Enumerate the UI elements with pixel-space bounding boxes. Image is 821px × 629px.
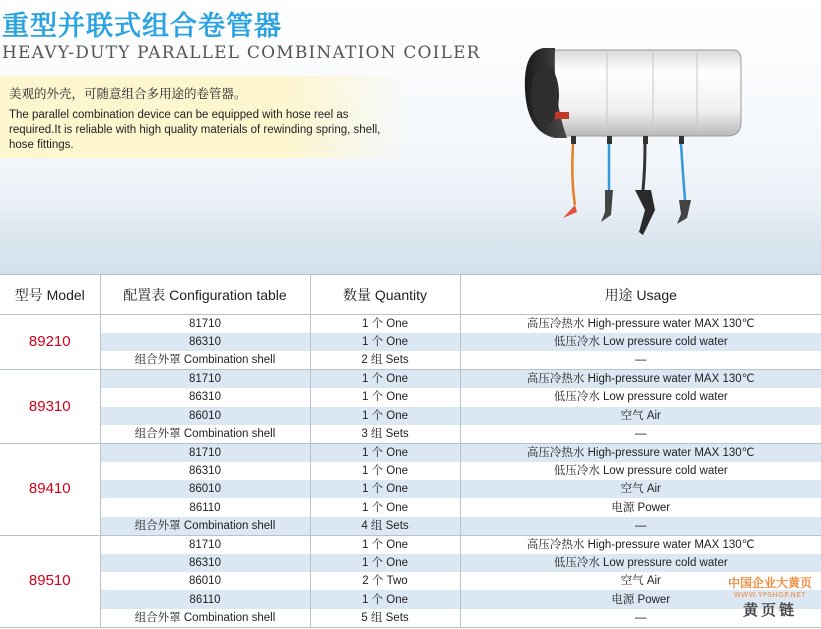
table-row — [0, 315, 821, 334]
table-row — [0, 554, 821, 572]
watermark-cn: 中国企业大黄页 — [727, 576, 812, 590]
config-cell: 组合外罩 Combination shell — [100, 351, 310, 370]
config-cell: 86110 — [100, 498, 310, 516]
usage-cell: 低压冷水 Low pressure cold water — [460, 462, 821, 480]
quantity-cell: 1 个 One — [310, 554, 460, 572]
usage-cell: — — [460, 425, 821, 444]
quantity-cell: 1 个 One — [310, 388, 460, 406]
usage-cell: 空气 Air — [460, 572, 821, 590]
model-number: 89410 — [0, 443, 100, 535]
table-row — [0, 535, 821, 554]
usage-cell: — — [460, 609, 821, 628]
hose-reel-product-image — [515, 40, 745, 250]
quantity-cell: 1 个 One — [310, 407, 460, 425]
quantity-cell: 1 个 One — [310, 535, 460, 554]
usage-cell: 低压冷水 Low pressure cold water — [460, 333, 821, 351]
usage-cell: 空气 Air — [460, 407, 821, 425]
table-row — [0, 590, 821, 608]
table-row — [0, 498, 821, 516]
quantity-cell: 1 个 One — [310, 462, 460, 480]
table-row — [0, 425, 821, 444]
table-row — [0, 407, 821, 425]
quantity-cell: 2 个 Two — [310, 572, 460, 590]
usage-cell: 电源 Power — [460, 498, 821, 516]
page-subtitle: HEAVY-DUTY PARALLEL COMBINATION COILER — [2, 43, 481, 63]
configuration-table — [0, 274, 821, 628]
header-configuration: 配置表 Configuration table — [100, 275, 310, 315]
config-cell: 86310 — [100, 388, 310, 406]
config-cell: 81710 — [100, 315, 310, 334]
quantity-cell: 1 个 One — [310, 443, 460, 462]
table-row — [0, 443, 821, 462]
usage-cell: 电源 Power — [460, 590, 821, 608]
quantity-cell: 4 组 Sets — [310, 517, 460, 536]
table-row — [0, 572, 821, 590]
table-row — [0, 333, 821, 351]
quantity-cell: 1 个 One — [310, 590, 460, 608]
model-number: 89310 — [0, 370, 100, 444]
quantity-cell: 1 个 One — [310, 480, 460, 498]
watermark — [722, 574, 818, 624]
table-row — [0, 370, 821, 389]
usage-cell: 低压冷水 Low pressure cold water — [460, 554, 821, 572]
table-row — [0, 462, 821, 480]
config-cell: 86310 — [100, 462, 310, 480]
usage-cell: 高压冷热水 High-pressure water MAX 130℃ — [460, 315, 821, 334]
description-box — [0, 76, 408, 158]
model-number: 89510 — [0, 535, 100, 627]
config-cell: 组合外罩 Combination shell — [100, 609, 310, 628]
config-cell: 86010 — [100, 407, 310, 425]
config-cell: 81710 — [100, 370, 310, 389]
quantity-cell: 1 个 One — [310, 333, 460, 351]
quantity-cell: 5 组 Sets — [310, 609, 460, 628]
usage-cell: — — [460, 517, 821, 536]
config-cell: 组合外罩 Combination shell — [100, 517, 310, 536]
table-row — [0, 480, 821, 498]
quantity-cell: 1 个 One — [310, 315, 460, 334]
config-cell: 86010 — [100, 572, 310, 590]
config-cell: 86110 — [100, 590, 310, 608]
usage-cell: 高压冷热水 High-pressure water MAX 130℃ — [460, 443, 821, 462]
header-model: 型号 Model — [0, 275, 100, 315]
quantity-cell: 2 组 Sets — [310, 351, 460, 370]
quantity-cell: 3 组 Sets — [310, 425, 460, 444]
table-row — [0, 517, 821, 536]
config-cell: 组合外罩 Combination shell — [100, 425, 310, 444]
table-row — [0, 388, 821, 406]
usage-cell: 高压冷热水 High-pressure water MAX 130℃ — [460, 370, 821, 389]
quantity-cell: 1 个 One — [310, 498, 460, 516]
usage-cell: — — [460, 351, 821, 370]
config-cell: 81710 — [100, 535, 310, 554]
config-cell: 81710 — [100, 443, 310, 462]
header-usage: 用途 Usage — [460, 275, 821, 315]
config-cell: 86310 — [100, 554, 310, 572]
config-cell: 86010 — [100, 480, 310, 498]
model-number: 89210 — [0, 315, 100, 370]
config-cell: 86310 — [100, 333, 310, 351]
usage-cell: 高压冷热水 High-pressure water MAX 130℃ — [460, 535, 821, 554]
table-row — [0, 609, 821, 628]
description-cn: 美观的外壳，可随意组合多用途的卷管器。 — [9, 86, 247, 101]
header-quantity: 数量 Quantity — [310, 275, 460, 315]
table-row — [0, 351, 821, 370]
table-header-row — [0, 275, 821, 315]
watermark-brand: 黄页链 — [742, 601, 797, 619]
usage-cell: 空气 Air — [460, 480, 821, 498]
page-title: 重型并联式组合卷管器 — [2, 11, 282, 42]
quantity-cell: 1 个 One — [310, 370, 460, 389]
watermark-url: WWW.YPSHOP.NET — [733, 591, 807, 599]
usage-cell: 低压冷水 Low pressure cold water — [460, 388, 821, 406]
description-en: The parallel combination device can be equipped with hose reel as required.It is reliable with high quality materials of rewinding spring, shell, hose fittings. — [9, 109, 381, 151]
